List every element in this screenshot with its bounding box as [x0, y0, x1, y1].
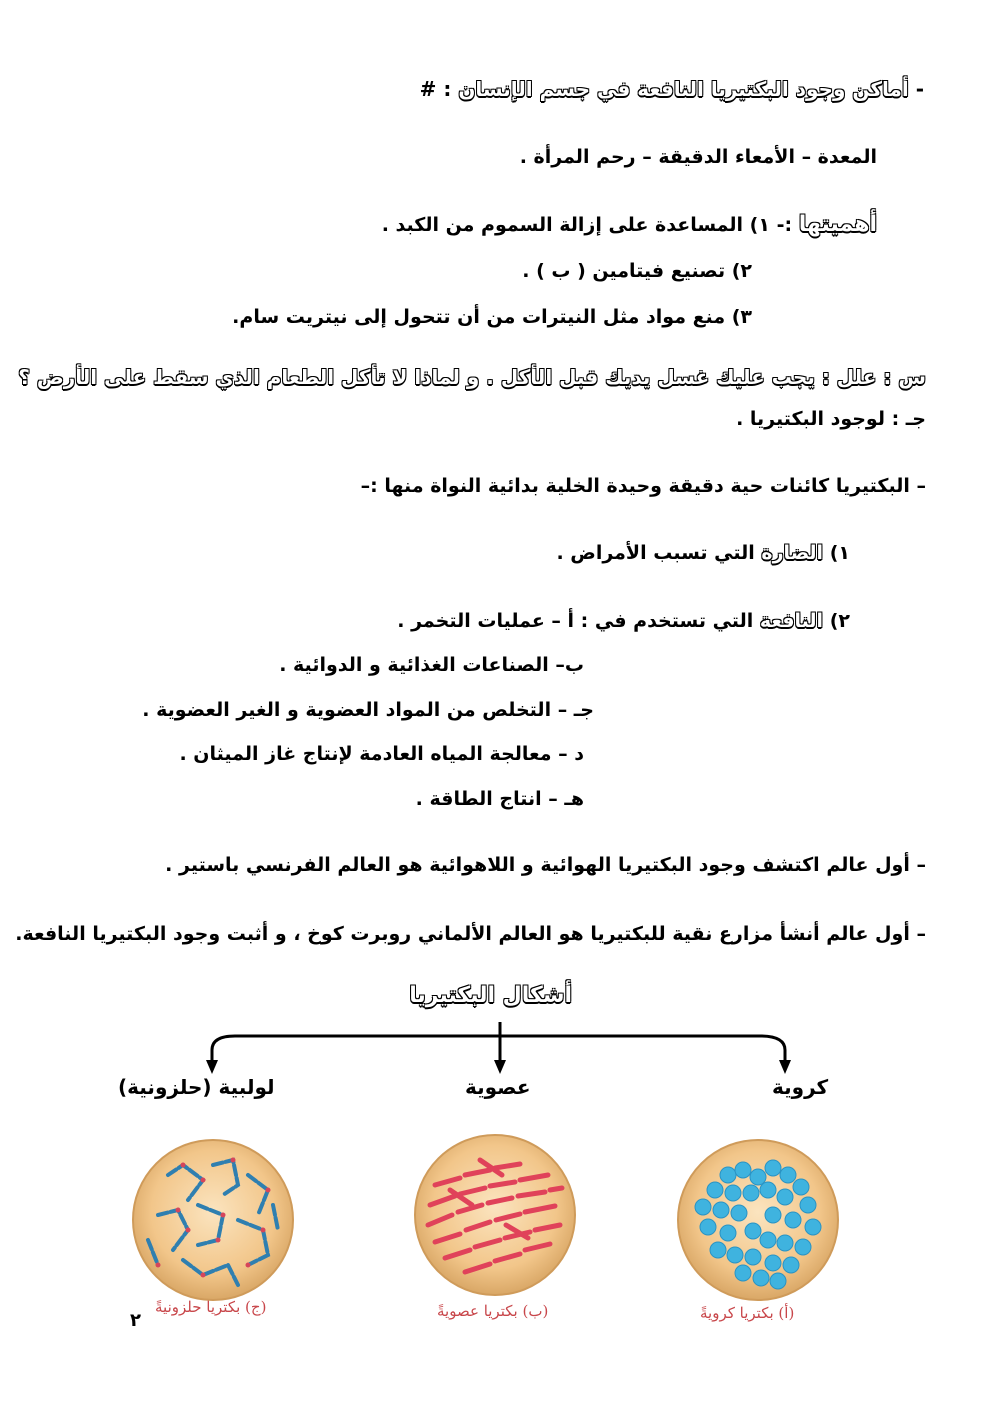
arrow-heads — [206, 1060, 791, 1074]
label-rod: عصوية — [465, 1075, 531, 1099]
label-spiral: لولبية (حلزونية) — [118, 1075, 275, 1099]
harmful-num: ١) — [829, 542, 850, 564]
useful-word: النافعة — [759, 610, 824, 632]
places-list: المعدة – الأمعاء الدقيقة – رحم المرأة . — [519, 146, 877, 168]
importance-heading: أهميتها — [798, 212, 877, 237]
importance-item-2: ٢) تصنيع فيتامين ( ب ) . — [522, 260, 752, 282]
heading-dash: - — [915, 77, 924, 101]
use-b: ب– الصناعات الغذائية و الدوائية . — [279, 654, 584, 676]
branch-lines — [212, 1022, 785, 1065]
importance-item-3: ٣) منع مواد مثل النيترات من أن تتحول إلى نيتريت سام. — [232, 306, 752, 328]
arrow-left-head — [206, 1060, 218, 1074]
useful-rest: التي تستخدم في : أ – عمليات التخمر . — [397, 610, 754, 632]
question-text: س : علل : يجب عليك غسل يديك قبل الأكل . و لماذا لا تأكل الطعام الذي سقط على الأرض ؟ — [18, 365, 926, 389]
cocci-dish — [673, 1135, 843, 1305]
useful-line — [397, 608, 850, 634]
rod-dish — [410, 1130, 580, 1300]
use-e: هـ – انتاج الطاقة . — [415, 788, 584, 810]
harmful-line — [556, 540, 850, 566]
shapes-title: أشكال البكتيريا — [409, 983, 572, 1008]
arrow-center-head — [494, 1060, 506, 1074]
caption-spherical: (أ) بكتريا كرويةً — [700, 1304, 795, 1322]
heading-suffix: : # — [419, 77, 452, 101]
use-d: د – معالجة المياه العادمة لإنتاج غاز الميثان . — [179, 743, 584, 765]
dish-plate — [415, 1135, 575, 1295]
useful-num: ٢) — [829, 610, 850, 632]
use-c: جـ – التخلص من المواد العضوية و الغير العضوية . — [142, 699, 594, 721]
importance-item-1: :- ١) المساعدة على إزالة السموم من الكبد . — [381, 214, 793, 236]
caption-rod: (ب) بكتريا عصويةً — [437, 1302, 549, 1320]
places-heading: أماكن وجود البكتيريا النافعة في جسم الإنسان — [458, 77, 909, 101]
importance-line-1 — [382, 212, 877, 238]
harmful-rest: التي تسبب الأمراض . — [556, 542, 755, 564]
page-number: ٢ — [130, 1310, 141, 1331]
arrow-right-head — [779, 1060, 791, 1074]
question-answer: جـ : لوجود البكتيريا . — [736, 408, 926, 430]
harmful-word: الضارة — [761, 542, 824, 564]
caption-spiral: (ج) بكتريا حلزونيةً — [155, 1298, 267, 1316]
pasteur-fact: – أول عالم اكتشف وجود البكتيريا الهوائية و اللاهوائية هو العالم الفرنسي باستير . — [165, 854, 926, 876]
spiral-dish — [128, 1135, 298, 1305]
places-heading-line — [420, 76, 924, 102]
branch-right — [500, 1036, 785, 1065]
label-spherical: كروية — [772, 1075, 829, 1099]
koch-fact: – أول عالم أنشأ مزارع نقية للبكتيريا هو العالم الألماني روبرت كوخ ، و أثبت وجود البكتيريا النافعة. — [15, 923, 926, 945]
bacteria-definition: – البكتيريا كائنات حية دقيقة وحيدة الخلية بدائية النواة منها :– — [360, 475, 926, 497]
branch-left — [212, 1036, 500, 1065]
